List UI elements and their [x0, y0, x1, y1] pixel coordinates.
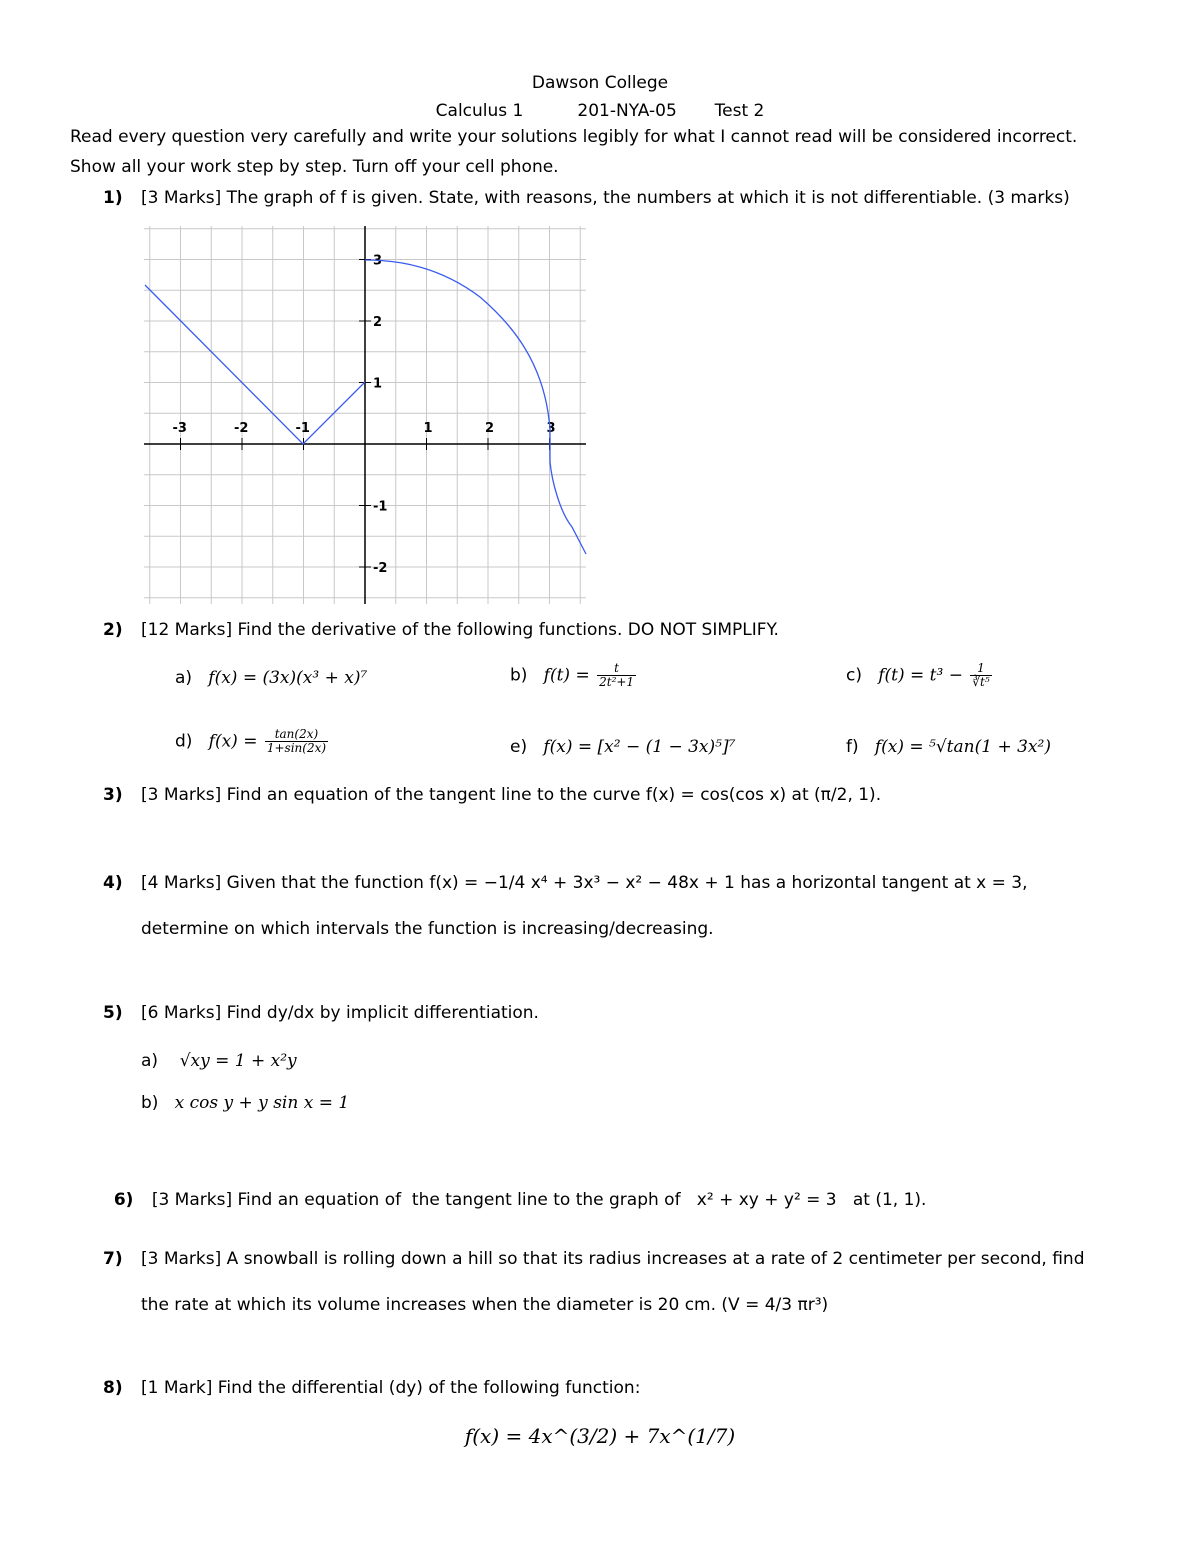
part-expression: √xy = 1 + x²y — [179, 1051, 297, 1071]
x-tick-label: 3 — [546, 421, 556, 436]
fraction: $\frac{\tan(2x)}{1+\sin(2x)}$ — [266, 727, 327, 755]
q2-part-c — [846, 662, 994, 689]
part-expression: f(x) = 4x^(3/2) + 7x^(1/7) — [464, 1424, 736, 1448]
x-tick-label: -1 — [295, 421, 310, 436]
y-tick-label: -2 — [373, 561, 388, 576]
q5-part-b — [141, 1093, 349, 1113]
x-tick-label: -2 — [234, 421, 249, 436]
college-name: Dawson College — [531, 73, 669, 93]
question-number: 2) — [103, 620, 123, 640]
question-1 — [103, 188, 1070, 208]
part-label: b) — [510, 665, 528, 686]
question-7 — [103, 1249, 1085, 1269]
instructions-line-1: Read every question very carefully and write your solutions legibly for what I cannot read will be considered incorrect. — [70, 127, 1078, 147]
part-expression: f(t) = t³ − — [878, 665, 963, 686]
question-8 — [103, 1378, 640, 1398]
x-tick-label: -3 — [172, 421, 187, 436]
part-expression: x cos y + y sin x = 1 — [174, 1093, 350, 1113]
y-tick-label: 3 — [373, 253, 383, 269]
question-text: [3 Marks] A snowball is rolling down a hill so that its radius increases at a rate of 2 centimeter per second, find — [141, 1249, 1085, 1269]
instructions-line-2: Show all your work step by step. Turn off your cell phone. — [70, 157, 559, 177]
part-label: f) — [846, 737, 859, 757]
y-tick-label: -1 — [373, 499, 388, 515]
part-label: e) — [510, 737, 528, 757]
question-number: 8) — [103, 1378, 123, 1398]
q2-part-f — [846, 737, 1051, 757]
fraction: $\frac{t}{\text{2t²+1}}$ — [599, 661, 635, 689]
part-expression: f(x) = [x² − (1 − 3x)⁵]⁷ — [543, 737, 736, 757]
x-tick-label: 2 — [485, 421, 495, 436]
y-tick-label: 2 — [373, 315, 383, 330]
question-number: 5) — [103, 1003, 123, 1023]
q5-part-a — [141, 1051, 297, 1071]
question-number: 1) — [103, 188, 123, 208]
question-text: [1 Mark] Find the differential (dy) of the following function: — [141, 1378, 641, 1398]
fraction: $\frac{1}{\text{∛t⁵}}$ — [972, 661, 990, 689]
question-4-continued: determine on which intervals the function is increasing/decreasing. — [141, 919, 714, 939]
question-5 — [103, 1003, 539, 1023]
question-3 — [103, 785, 881, 805]
part-label: d) — [175, 731, 193, 752]
part-expression: f(x) = (3x)(x³ + x)⁷ — [208, 668, 368, 688]
question-number: 3) — [103, 785, 123, 805]
question-number: 6) — [113, 1190, 134, 1210]
q8-expression — [0, 1424, 1200, 1448]
question-text: [3 Marks] The graph of f is given. State, with reasons, the numbers at which it is not differentiable. (3 marks) — [141, 188, 1070, 208]
question-text: [6 Marks] Find dy/dx by implicit differentiation. — [141, 1003, 539, 1023]
part-label: a) — [175, 668, 193, 688]
question-number: 4) — [103, 873, 123, 893]
part-label: a) — [141, 1051, 159, 1071]
question-text: [4 Marks] Given that the function f(x) = −1/4 x⁴ + 3x³ − x² − 48x + 1 has a horizontal tangent at x = 3, — [141, 873, 1028, 893]
part-expression: f(t) = — [543, 665, 590, 686]
question-6 — [103, 1170, 926, 1210]
part-label: b) — [141, 1093, 159, 1113]
q2-part-a — [175, 668, 367, 688]
part-expression: f(x) = — [208, 731, 258, 752]
y-tick-label: 1 — [373, 376, 383, 392]
question-2 — [103, 620, 779, 640]
x-tick-label: 1 — [423, 421, 433, 436]
question-number: 7) — [103, 1249, 123, 1269]
function-graph — [140, 222, 590, 607]
question-text: [3 Marks] Find an equation of the tangent line to the curve f(x) = cos(cos x) at (π/2, 1). — [141, 785, 882, 805]
course-line: Calculus 1 201-NYA-05 Test 2 — [435, 101, 765, 121]
question-text: [12 Marks] Find the derivative of the following functions. DO NOT SIMPLIFY. — [141, 620, 779, 640]
question-4 — [103, 873, 1028, 893]
part-expression: f(x) = ⁵√tan(1 + 3x²) — [874, 737, 1051, 757]
q2-part-d — [175, 728, 330, 755]
question-7-continued: the rate at which its volume increases when the diameter is 20 cm. (V = 4/3 πr³) — [141, 1295, 829, 1315]
q2-part-b — [510, 662, 638, 689]
part-label: c) — [846, 665, 862, 686]
q2-part-e — [510, 737, 735, 757]
graph-curve-arc — [365, 260, 586, 554]
question-text: [3 Marks] Find an equation of the tangent line to the graph of x² + xy + y² = 3 at (1, 1). — [151, 1190, 927, 1210]
